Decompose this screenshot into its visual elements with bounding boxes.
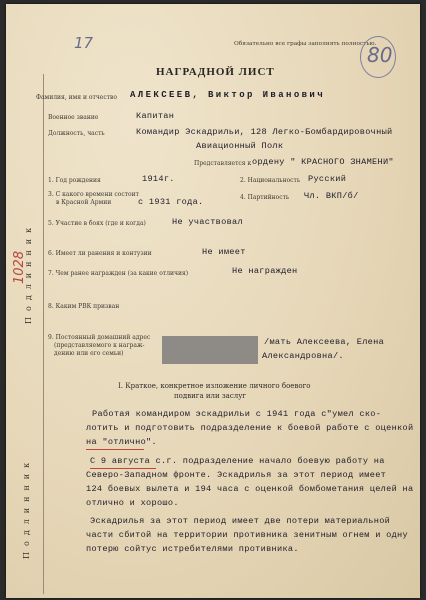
rank-value: Капитан <box>136 111 175 121</box>
post-value-1: Командир Эскадрильи, 128 Легко-Бомбардировочный <box>136 127 393 137</box>
header-note: Обязательно все графы заполнять полностью. <box>234 41 377 47</box>
presented-label: Представляется к <box>194 160 252 167</box>
red-underline <box>90 468 156 469</box>
party-value: Чл. ВКП/б/ <box>304 191 359 201</box>
army-since-label-1: 3. С какого времени состоит <box>48 191 139 198</box>
post-label: Должность, часть <box>48 130 105 137</box>
battles-label: 5. Участие в боях (где и когда) <box>48 220 146 227</box>
side-label: Подлинник <box>24 221 33 324</box>
birth-value: 1914г. <box>142 174 175 184</box>
narrative-line: части сбитой на территории противника зенитным огнем и одну <box>86 530 408 540</box>
narrative-line: отлично и хорошо. <box>86 498 179 508</box>
narrative-line: Работая командиром эскадрильи с 1941 года с"умел ско- <box>92 409 382 419</box>
narrative-line: 124 боевых вылета и 194 часа с оценкой бомбометания целей на <box>86 484 414 494</box>
address-label-1: 9. Постоянный домашний адрес <box>48 334 151 341</box>
rvk-label: 8. Каким РВК призван <box>48 303 120 310</box>
battles-value: Не участвовал <box>172 217 243 227</box>
army-since-label-2: в Красной Армии <box>56 199 112 206</box>
narrative-line: Северо-Западном фронте. Эскадрилья за этот период имеет <box>86 470 387 480</box>
circled-number <box>360 36 396 78</box>
awards-label: 7. Чем ранее награжден (за какие отличия) <box>48 270 189 277</box>
nationality-value: Русский <box>308 174 347 184</box>
section-title-line-2: подвига или заслуг <box>174 392 247 400</box>
award-sheet <box>6 4 420 598</box>
address-value-2: Александровна/. <box>262 351 344 361</box>
birth-label: 1. Год рождения <box>48 177 101 184</box>
name-label: Фамилия, имя и отчество <box>36 94 118 101</box>
narrative-line: С 9 августа с.г. подразделение начало боевую работу на <box>90 456 385 466</box>
address-label-3: дению или его семьи) <box>54 350 124 357</box>
post-value-2: Авиационный Полк <box>196 141 284 151</box>
pencil-mark-17: 17 <box>74 34 94 52</box>
nationality-label: 2. Национальность <box>240 177 301 184</box>
wounds-value: Не имеет <box>202 247 246 257</box>
name-value: АЛЕКСЕЕВ, Виктор Иванович <box>130 90 326 100</box>
rank-label: Военное звание <box>48 114 99 121</box>
narrative-line: потерю сойтус истребителями противника. <box>86 544 299 554</box>
wounds-label: 6. Имеет ли ранения и контузии <box>48 250 152 257</box>
army-since-value: с 1931 года. <box>138 197 204 207</box>
awards-value: Не награжден <box>232 266 298 276</box>
narrative-line: лотить и подготовить подразделение к боевой работе с оценкой <box>86 423 414 433</box>
red-underline <box>86 449 144 450</box>
narrative-line: Эскадрилья за этот период имеет две потери материальной <box>90 516 391 526</box>
page-title: НАГРАДНОЙ ЛИСТ <box>156 66 275 78</box>
red-margin-note: 1028 <box>12 250 27 284</box>
narrative-line: на "отлично". <box>86 437 157 447</box>
address-label-2: (представляемого к награж- <box>54 342 145 349</box>
redacted-address <box>162 336 258 364</box>
pencil-mark-80: 80 <box>367 43 393 67</box>
side-label-lower: Подлинник <box>22 456 31 559</box>
section-title-line-1: I. Краткое, конкретное изложение личного боевого <box>118 382 311 390</box>
party-label: 4. Партийность <box>240 194 290 201</box>
margin-line <box>43 74 44 594</box>
presented-value: ордену " КРАСНОГО ЗНАМЕНИ" <box>252 157 394 167</box>
address-value-1: /мать Алексеева, Елена <box>264 337 385 347</box>
